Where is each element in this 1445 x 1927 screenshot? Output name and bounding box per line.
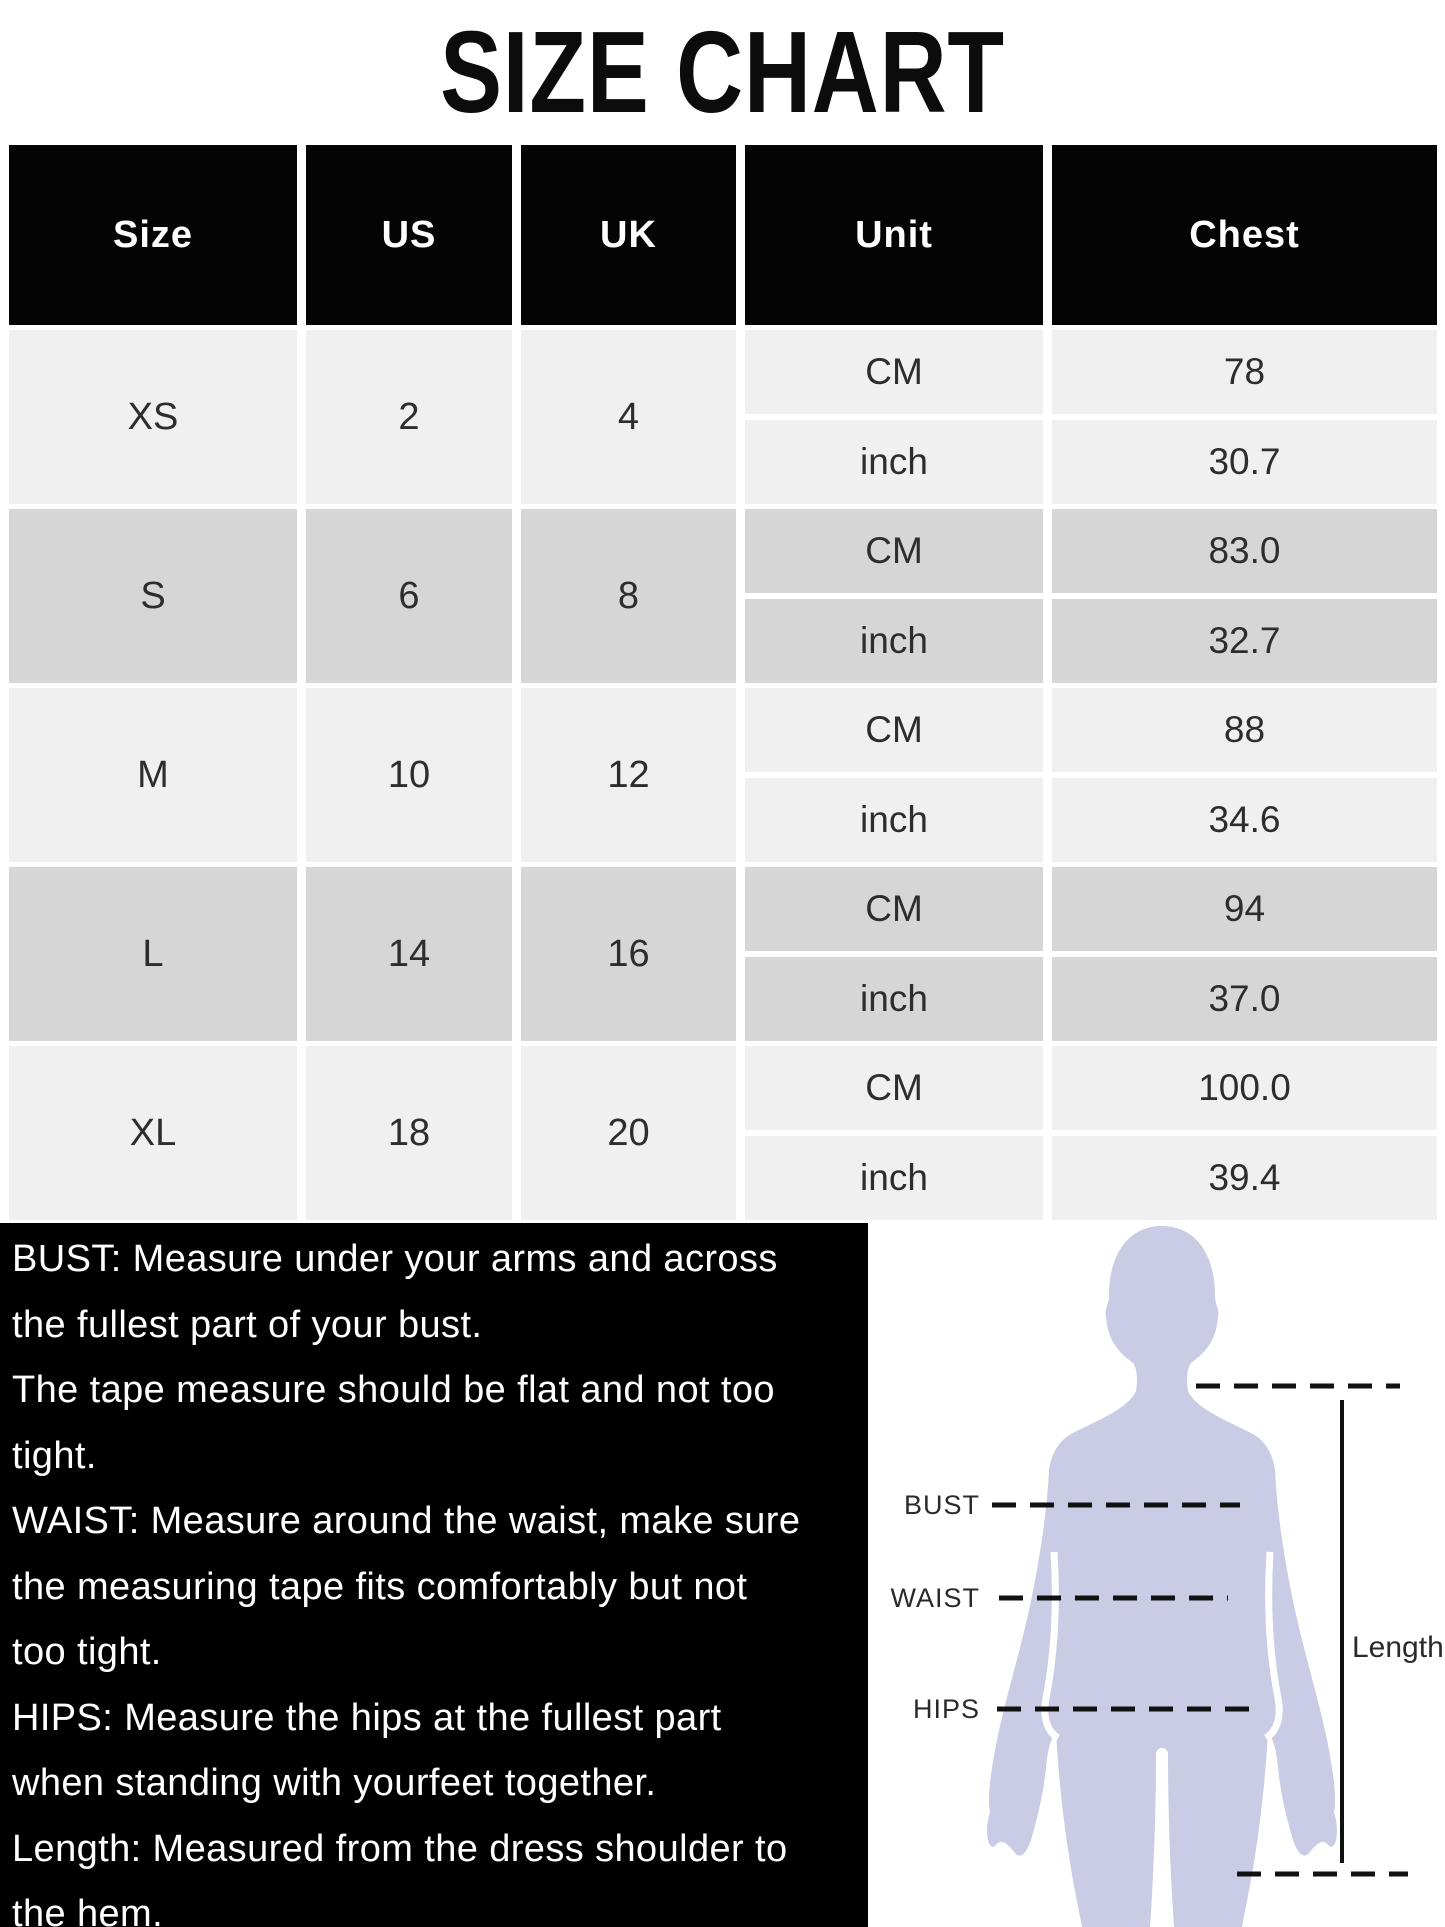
unit-inch-label: inch xyxy=(745,1136,1043,1220)
instruction-line: tight. xyxy=(12,1434,97,1477)
chest-cell xyxy=(1052,1046,1437,1220)
instruction-line: Length: Measured from the dress shoulder to xyxy=(12,1827,788,1870)
unit-inch-label: inch xyxy=(745,957,1043,1041)
chest-cm-value: 83.0 xyxy=(1052,509,1437,593)
unit-cell xyxy=(745,1046,1043,1220)
chest-inch-value: 37.0 xyxy=(1052,957,1437,1041)
instruction-line: too tight. xyxy=(12,1631,162,1673)
size-cell-m: M xyxy=(9,688,297,862)
length-label: Length xyxy=(1352,1631,1444,1664)
us-cell: 10 xyxy=(306,688,512,862)
column-header-us: US xyxy=(306,145,512,325)
bust-label: BUST xyxy=(903,1490,980,1520)
us-cell: 2 xyxy=(306,330,512,504)
chest-cm-value: 94 xyxy=(1052,867,1437,951)
unit-cell xyxy=(745,509,1043,683)
unit-cm-label: CM xyxy=(745,688,1043,772)
column-header-uk: UK xyxy=(521,145,736,325)
column-header-unit: Unit xyxy=(745,145,1043,325)
us-cell: 18 xyxy=(306,1046,512,1220)
size-table xyxy=(9,145,1437,1220)
chest-inch-value: 39.4 xyxy=(1052,1136,1437,1220)
instruction-line: The tape measure should be flat and not too xyxy=(12,1369,775,1411)
us-cell: 6 xyxy=(306,509,512,683)
unit-cell xyxy=(745,688,1043,862)
unit-cell xyxy=(745,330,1043,504)
instruction-line: WAIST: Measure around the waist, make sure xyxy=(12,1500,801,1542)
hips-label: HIPS xyxy=(912,1694,980,1724)
uk-cell: 4 xyxy=(521,330,736,504)
us-cell: 14 xyxy=(306,867,512,1041)
unit-cm-label: CM xyxy=(745,1046,1043,1130)
column-header-chest: Chest xyxy=(1052,145,1437,325)
instruction-line: BUST: Measure under your arms and across xyxy=(12,1238,778,1280)
size-cell-xs: XS xyxy=(9,330,297,504)
leg-gap xyxy=(1157,1748,1168,1927)
unit-inch-label: inch xyxy=(745,420,1043,504)
uk-cell: 20 xyxy=(521,1046,736,1220)
uk-cell: 12 xyxy=(521,688,736,862)
instruction-line: when standing with yourfeet together. xyxy=(12,1762,657,1804)
unit-cm-label: CM xyxy=(745,509,1043,593)
size-cell-xl: XL xyxy=(9,1046,297,1220)
chest-cm-value: 100.0 xyxy=(1052,1046,1437,1130)
measuring-instructions-panel xyxy=(0,1223,868,1927)
chest-inch-value: 34.6 xyxy=(1052,778,1437,862)
size-cell-l: L xyxy=(9,867,297,1041)
page-title: SIZE CHART xyxy=(440,6,1005,137)
size-cell-s: S xyxy=(9,509,297,683)
unit-inch-label: inch xyxy=(745,599,1043,683)
chest-cell xyxy=(1052,509,1437,683)
instruction-line: HIPS: Measure the hips at the fullest part xyxy=(12,1696,722,1739)
chest-cell xyxy=(1052,330,1437,504)
instruction-line: the hem. xyxy=(12,1893,164,1927)
instruction-line: the fullest part of your bust. xyxy=(12,1303,483,1346)
unit-cm-label: CM xyxy=(745,867,1043,951)
chest-inch-value: 30.7 xyxy=(1052,420,1437,504)
chest-cm-value: 88 xyxy=(1052,688,1437,772)
waist-label: WAIST xyxy=(890,1583,980,1613)
chest-cm-value: 78 xyxy=(1052,330,1437,414)
instruction-line: the measuring tape fits comfortably but not xyxy=(12,1565,748,1608)
unit-cm-label: CM xyxy=(745,330,1043,414)
measurement-figure xyxy=(868,1223,1445,1927)
chest-cell xyxy=(1052,867,1437,1041)
chest-cell xyxy=(1052,688,1437,862)
uk-cell: 16 xyxy=(521,867,736,1041)
uk-cell: 8 xyxy=(521,509,736,683)
column-header-size: Size xyxy=(9,145,297,325)
chest-inch-value: 32.7 xyxy=(1052,599,1437,683)
unit-cell xyxy=(745,867,1043,1041)
unit-inch-label: inch xyxy=(745,778,1043,862)
